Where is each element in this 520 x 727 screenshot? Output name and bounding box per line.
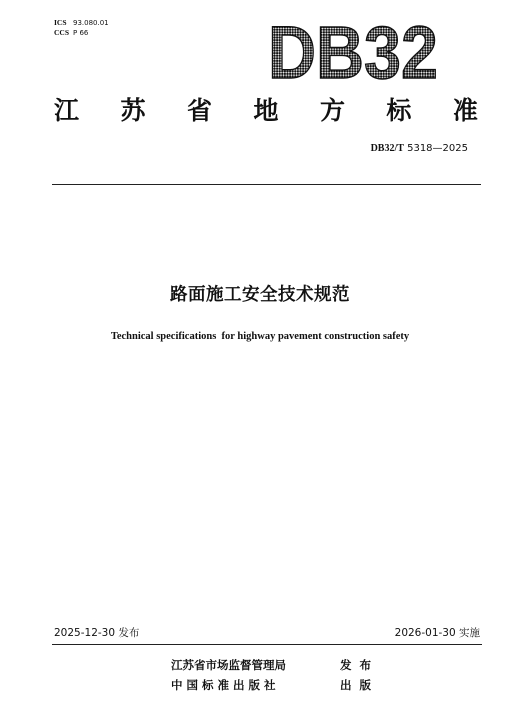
publisher-role: 出 版 bbox=[339, 678, 371, 692]
title-zh: 路面施工安全技术规范 bbox=[170, 285, 350, 305]
top-divider bbox=[52, 184, 481, 185]
standard-type-char: 江 bbox=[54, 96, 80, 125]
standard-type-char: 地 bbox=[253, 96, 279, 125]
issuer-row bbox=[171, 657, 371, 673]
standard-number-value: 5318—2025 bbox=[407, 143, 468, 154]
standard-type-title bbox=[54, 96, 478, 126]
ics-code bbox=[54, 18, 109, 28]
issuer-name: 江苏省市场监督管理局 bbox=[171, 658, 286, 672]
title-en: Technical specifications for highway pavement construction safety bbox=[110, 331, 410, 342]
issuer-role: 发 布 bbox=[339, 658, 371, 672]
standard-type-char: 方 bbox=[319, 96, 345, 125]
publisher-name: 中 国 标 准 出 版 社 bbox=[171, 678, 276, 692]
standard-type-char: 省 bbox=[186, 96, 212, 125]
standard-type-char: 标 bbox=[386, 96, 412, 125]
classification-codes bbox=[54, 18, 109, 38]
standard-number-prefix: DB32/T bbox=[370, 143, 404, 154]
standard-number bbox=[371, 143, 468, 155]
standard-type-char: 苏 bbox=[120, 96, 146, 125]
ccs-value: P 66 bbox=[73, 29, 89, 37]
standard-type-char: 准 bbox=[452, 96, 478, 125]
ics-value: 93.080.01 bbox=[73, 19, 109, 27]
db32-logo bbox=[268, 11, 443, 94]
issue-date: 2025-12-30 发布 bbox=[54, 627, 140, 639]
ccs-label: CCS bbox=[54, 28, 70, 37]
logo-text: DB32 bbox=[268, 11, 438, 94]
publisher-row bbox=[171, 677, 371, 693]
bottom-divider bbox=[52, 644, 482, 645]
implementation-date: 2026-01-30 实施 bbox=[394, 627, 480, 639]
ccs-code bbox=[54, 28, 109, 38]
ics-label: ICS bbox=[54, 18, 67, 27]
